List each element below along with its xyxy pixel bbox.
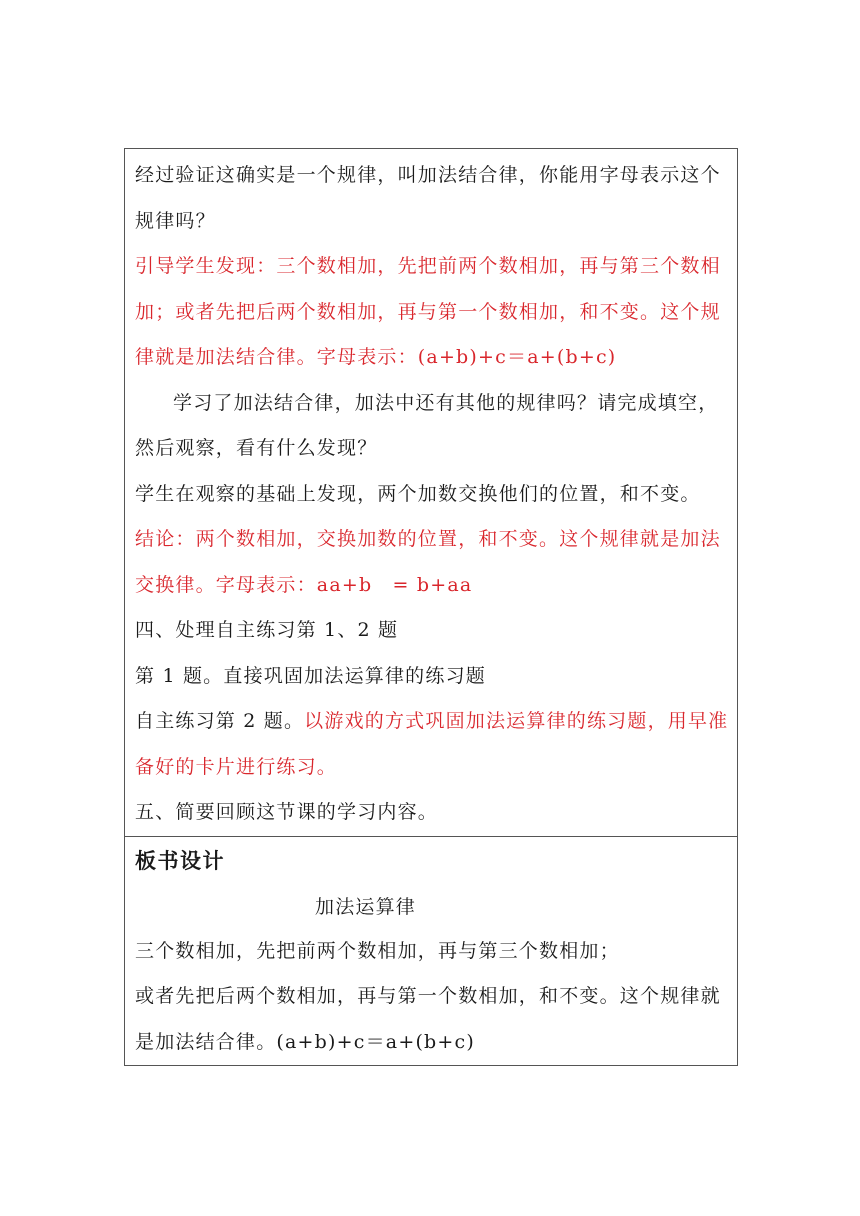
exercise-2-label: 自主练习第 2 题。: [135, 710, 305, 732]
heading-exercises: 四、处理自主练习第 1、2 题: [135, 619, 399, 641]
board-design-cell: [125, 836, 738, 1066]
board-line-1: 三个数相加，先把前两个数相加，再与第三个数相加；: [135, 939, 620, 962]
paragraph-other-rules-question: 学习了加法结合律，加法中还有其他的规律吗？请完成填空，然后观察，看有什么发现？: [135, 391, 719, 459]
exercise-2-description: 以游戏的方式巩固加法运算律的练习题，用早准备好的卡片进行练习。: [135, 710, 729, 778]
paragraph-exercise-1: 第 1 题。直接巩固加法运算律的练习题: [135, 664, 486, 687]
paragraph-verification: 经过验证这确实是一个规律，叫加法结合律，你能用字母表示这个规律吗？: [135, 164, 721, 232]
paragraph-student-observation: 学生在观察的基础上发现，两个加数交换他们的位置，和不变。: [135, 482, 701, 505]
board-design-row: [125, 836, 738, 1066]
board-title: 加法运算律: [315, 895, 417, 918]
lesson-plan-table: [124, 148, 738, 1066]
heading-review: 五、简要回顾这节课的学习内容。: [135, 801, 439, 823]
paragraph-commutative-conclusion: 结论：两个数相加，交换加数的位置，和不变。这个规律就是加法交换律。字母表示：aa+b = b+aa: [135, 528, 721, 596]
paragraph-exercise-2: [135, 699, 729, 790]
board-line-2: 或者先把后两个数相加，再与第一个数相加，和不变。这个规律就是加法结合律。(a+b)+c＝a+(b+c): [135, 985, 721, 1053]
teaching-process-cell: [125, 149, 738, 837]
paragraph-associative-law-guide: 引导学生发现：三个数相加，先把前两个数相加，再与第三个数相加；或者先把后两个数相加，再与第一个数相加，和不变。这个规律就是加法结合律。字母表示：(a+b)+c＝a+(b+c): [135, 255, 721, 368]
board-design-heading: 板书设计: [135, 847, 225, 873]
teaching-process-row: [125, 149, 738, 837]
